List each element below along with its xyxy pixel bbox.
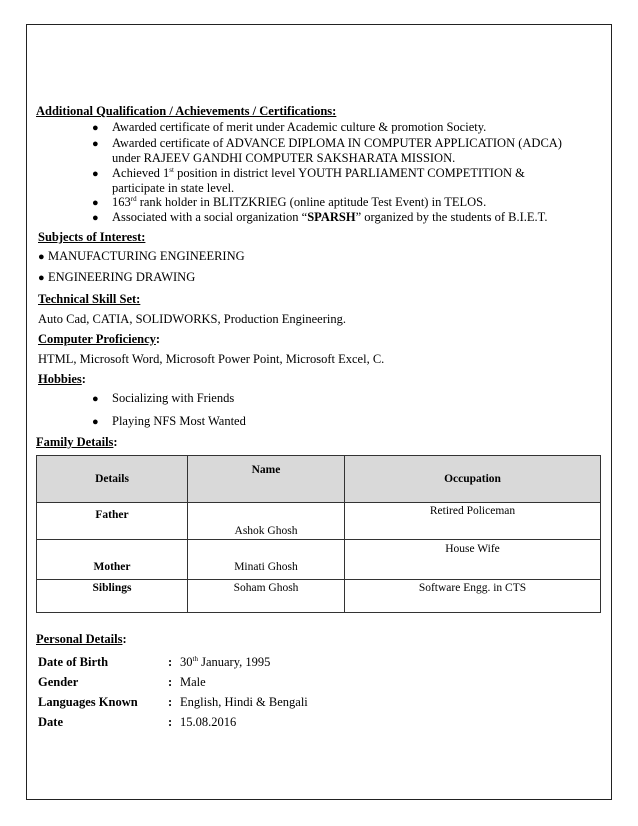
personal-label: Languages Known bbox=[38, 695, 138, 709]
family-table bbox=[36, 455, 601, 613]
qualifications-heading: Additional Qualification / Achievements / Certifications: bbox=[36, 104, 337, 118]
bullet-icon: ● bbox=[92, 168, 99, 180]
bullet-icon: ● bbox=[92, 197, 99, 209]
bullet-icon: ● bbox=[92, 416, 99, 428]
bullet-icon: ● bbox=[92, 122, 99, 134]
qualification-item: 163rd rank holder in BLITZKRIEG (online aptitude Test Event) in TELOS. bbox=[112, 195, 487, 210]
subject-item: MANUFACTURING ENGINEERING bbox=[48, 249, 245, 263]
personal-value: Male bbox=[180, 675, 206, 689]
qualification-item: Achieved 1st position in district level YOUTH PARLIAMENT COMPETITION & bbox=[112, 166, 525, 181]
table-row bbox=[37, 540, 601, 580]
column-header-details: Details bbox=[37, 456, 188, 503]
bullet-icon: ● bbox=[92, 212, 99, 224]
qualification-item: Awarded certificate of ADVANCE DIPLOMA IN COMPUTER APPLICATION (ADCA) bbox=[112, 136, 562, 150]
detail-cell: Mother bbox=[37, 540, 188, 580]
personal-separator: : bbox=[168, 675, 173, 689]
personal-label: Date of Birth bbox=[38, 655, 109, 669]
name-cell: Soham Ghosh bbox=[188, 580, 345, 613]
subject-item: ENGINEERING DRAWING bbox=[48, 270, 196, 284]
table-row bbox=[37, 503, 601, 540]
personal-separator: : bbox=[168, 715, 173, 729]
occupation-cell: Software Engg. in CTS bbox=[345, 580, 601, 613]
hobby-item: Socializing with Friends bbox=[112, 391, 235, 405]
computer-heading: Computer Proficiency: bbox=[38, 332, 161, 346]
table-header-row bbox=[37, 456, 601, 503]
occupation-cell: Retired Policeman bbox=[345, 503, 601, 540]
personal-value: 15.08.2016 bbox=[180, 715, 237, 729]
computer-text: HTML, Microsoft Word, Microsoft Power Point, Microsoft Excel, C. bbox=[38, 352, 385, 366]
bullet-icon: ● bbox=[38, 272, 45, 284]
personal-separator: : bbox=[168, 695, 173, 709]
bullet-icon: ● bbox=[92, 138, 99, 150]
table-row bbox=[37, 580, 601, 613]
column-header-name: Name bbox=[188, 456, 345, 503]
bullet-icon: ● bbox=[38, 251, 45, 263]
technical-heading: Technical Skill Set: bbox=[38, 292, 141, 306]
column-header-occupation: Occupation bbox=[345, 456, 601, 503]
family-heading: Family Details: bbox=[36, 435, 118, 449]
personal-label: Date bbox=[38, 715, 63, 729]
detail-cell: Siblings bbox=[37, 580, 188, 613]
qualification-item-continued: participate in state level. bbox=[112, 181, 235, 195]
hobbies-heading: Hobbies: bbox=[38, 372, 86, 386]
technical-text: Auto Cad, CATIA, SOLIDWORKS, Production Engineering. bbox=[38, 312, 346, 326]
occupation-cell: House Wife bbox=[345, 540, 601, 580]
name-cell: Ashok Ghosh bbox=[188, 503, 345, 540]
name-cell: Minati Ghosh bbox=[188, 540, 345, 580]
personal-value: English, Hindi & Bengali bbox=[180, 695, 308, 709]
bullet-icon: ● bbox=[92, 393, 99, 405]
subjects-heading: Subjects of Interest: bbox=[38, 230, 146, 244]
hobby-item: Playing NFS Most Wanted bbox=[112, 414, 246, 428]
qualification-item: Awarded certificate of merit under Academic culture & promotion Society. bbox=[112, 120, 487, 134]
detail-cell: Father bbox=[37, 503, 188, 540]
personal-separator: : bbox=[168, 655, 173, 669]
personal-label: Gender bbox=[38, 675, 79, 689]
personal-heading: Personal Details: bbox=[36, 632, 127, 646]
qualification-item: Associated with a social organization “SPARSH” organized by the students of B.I.E.T. bbox=[112, 210, 548, 224]
qualification-item-continued: under RAJEEV GANDHI COMPUTER SAKSHARATA MISSION. bbox=[112, 151, 456, 165]
personal-value: 30th January, 1995 bbox=[180, 655, 271, 670]
